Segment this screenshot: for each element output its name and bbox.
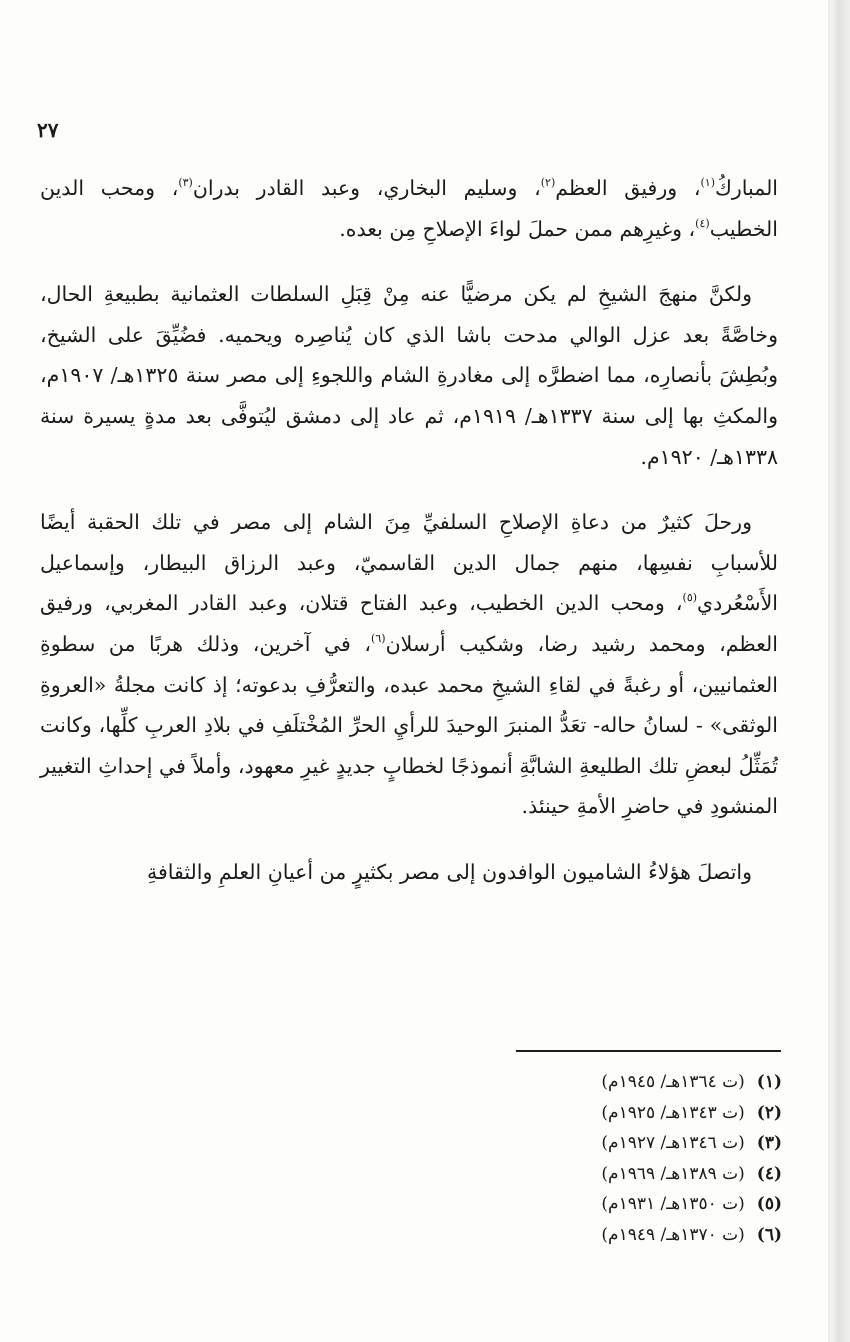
body-text [40, 168, 778, 893]
footnote-label: (٤) [756, 1163, 782, 1184]
footnote-ref[interactable]: (٢) [540, 176, 556, 189]
footnote-label: (٦) [756, 1224, 782, 1245]
footnote-ref[interactable]: (٤) [695, 216, 710, 230]
page-number: ٢٧ [37, 118, 59, 142]
page-edge-shadow [828, 0, 850, 1342]
text-run: ، ومحب الدين الخطيب، وعبد الفتاح قتلان، وعبد القادر المغربي، ورفيق العظم، ومحمد رشيد رضا، وشكيب أرسلان [40, 591, 778, 656]
footnote-text: (ت ١٣٤٣هـ/ ١٩٢٥م) [601, 1102, 745, 1123]
footnote-label: (٣) [756, 1133, 782, 1153]
footnote-item [482, 1220, 782, 1251]
text-run: ، ورفيق العظم [555, 176, 701, 200]
footnote-label: (٢) [756, 1102, 782, 1123]
footnote-item [482, 1067, 782, 1098]
footnote-ref[interactable]: (٣) [178, 176, 193, 189]
text-run: ولكنَّ منهجَ الشيخِ لم يكن مرضيًّا عنه مِنْ قِبَلِ السلطات العثمانية بطبيعةِ الحال، وخاصَّةً بعد عزل الوالي مدحت باشا الذي كان يُناصِره ويحميه. فضُيِّقَ على الشيخ، وبُطِشَ بأنصارِه، مما اضطرَّه إلى مغادرةِ الشام واللجوءِ إلى مصر سنة ١٣٢٥هـ/ ١٩٠٧م، والمكثِ بها إلى سنة ١٣٣٧هـ/ ١٩١٩م، ثم عاد إلى دمشق ليُتوفَّى بعد مدةٍ يسيرة سنة ١٣٣٨هـ/ ١٩٢٠م. [40, 282, 778, 469]
text-run: واتصلَ هؤلاءُ الشاميون الوافدون إلى مصر بكثيرٍ من أعيانِ العلمِ والثقافةِ [146, 859, 752, 884]
footnote-text: (ت ١٣٦٤هـ/ ١٩٤٥م) [601, 1072, 745, 1092]
paragraph-2 [40, 274, 778, 477]
text-run: ، وغيرِهم ممن حملَ لواءَ الإصلاحِ مِن بعده. [339, 216, 696, 241]
paragraph-1 [40, 168, 778, 249]
footnote-text: (ت ١٣٥٠هـ/ ١٩٣١م) [601, 1194, 745, 1214]
footnote-separator [516, 1050, 781, 1052]
footnote-ref[interactable]: (١) [700, 176, 715, 189]
footnote-item [482, 1098, 782, 1129]
footnote-item [482, 1189, 782, 1220]
footnote-label: (١) [756, 1072, 782, 1092]
paragraph-4 [40, 852, 778, 893]
paragraph-3 [40, 502, 778, 827]
footnote-ref[interactable]: (٥) [682, 591, 698, 605]
footnote-text: (ت ١٣٤٦هـ/ ١٩٢٧م) [601, 1133, 745, 1153]
text-run: ، ومحب الدين الخطيب [40, 176, 778, 241]
footnote-ref[interactable]: (٦) [371, 631, 386, 645]
footnote-item [482, 1128, 782, 1159]
footnote-label: (٥) [756, 1194, 782, 1214]
text-run: ، وسليم البخاري، وعبد القادر بدران [192, 176, 541, 200]
footnote-item [482, 1159, 782, 1190]
text-run: ، في آخرين، وذلك هربًا من سطوةِ العثمانيين، أو رغبةً في لقاءِ الشيخِ محمد عبده، والتعرُّفِ بدعوته؛ إذ كانت مجلةُ «العروةِ الوثقى» - لسانُ حاله- تعَدُّ المنبرَ الوحيدَ للرأيِ الحرِّ المُخْتلَفِ في بلادِ العربِ كلِّها، وكانت تُمَثِّلُ لبعضِ تلك الطليعةِ الشابَّةِ أنموذجًا لخطابٍ جديدٍ غيرِ معهود، وأملاً في إحداثِ التغيير المنشودِ في حاضرِ الأمةِ حينئذ. [40, 631, 778, 819]
footnote-text: (ت ١٣٨٩هـ/ ١٩٦٩م) [601, 1163, 745, 1184]
text-run: ورحلَ كثيرٌ من دعاةِ الإصلاحِ السلفيِّ مِنَ الشام إلى مصر في تلك الحقبة أيضًا للأسبابِ نفسِها، منهم جمال الدين القاسميّ، وعبد الرزاق البيطار، وإسماعيل الأَسْعُردي [40, 510, 778, 616]
footnotes-list [482, 1067, 782, 1250]
footnote-text: (ت ١٣٧٠هـ/ ١٩٤٩م) [601, 1224, 745, 1245]
text-run: المباركُ [714, 176, 779, 200]
